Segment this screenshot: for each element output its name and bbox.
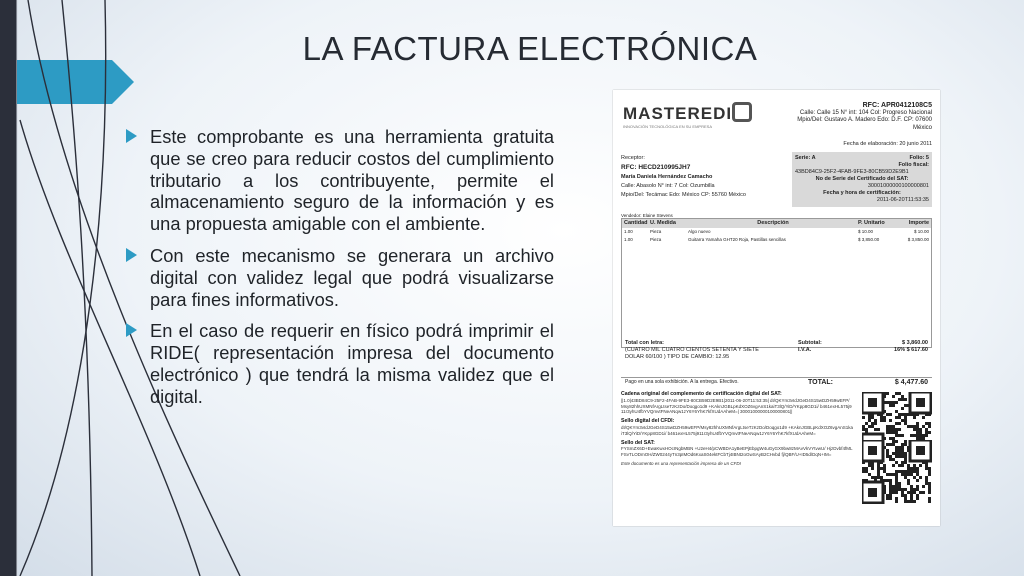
seal-text: FYSmZX6D+EwaKwxHOcINgbMBN +U2eH4/pCWBDA1yBeEPjEbpgW4uGyGX9bw8zMAvVkVYtvwU/ HjzDvbf4fMLFSvTLODmOH/ZW0244yTn3pIMOd6KxaS04ektFCbTj4IBNt2oGwSAyB2CHvbd fj/QBF/U+ID5d/DqN+IM= — [621, 446, 853, 458]
seal-text: ||1.0|43BD84C9-25F2-4FAB-9FE3-80CB59D2E9B1|2011-06-20T11:53:35| dI/QKYm3vIdJGeD4S15wDZH59wEFP/Msy82hhUXMNfArgLtseTzKzDo/Doqgo1d9 +KAknJGBLpKdXOZ6vgAnS1kaiT3lQ/YiD/YKpp8GD1i/ b461exHL575j911r3yhU4fbYVQmvtFNeANqw1zY6Y6YhK7kfXUdAAheM=| 30001000000100000801|| — [621, 397, 852, 415]
receptor-block — [621, 154, 791, 200]
total-letter: DOLAR 60/100 ) TIPO DE CAMBIO: 12.95 — [625, 354, 730, 360]
issuer-address: Mpio/Del: Gustavo A. Madero Edo: D.F. CP: 07600 — [797, 117, 932, 123]
col-header: Descripción — [757, 220, 789, 226]
cell: 1.00 — [624, 229, 633, 234]
cell: $ 3,850.00 — [907, 237, 929, 242]
bullet-item: Este comprobante es una herramienta gratuita que se creo para reducir costos del cumplimiento tributario a los contribuyente, permite el almacenamiento seguro de la información y es una propuesta amigable con el ambiente. — [150, 126, 554, 235]
total-value: $ 4,477.60 — [894, 379, 928, 386]
issuer-rfc: RFC: APR0412108C5 — [862, 102, 932, 109]
qr-code-icon — [862, 440, 932, 504]
seal-label: Cadena original del complemento de certificación digital del SAT: — [621, 391, 782, 397]
cell: $ 3,850.00 — [858, 237, 880, 242]
subtotal: $ 3,860.00 — [902, 340, 928, 346]
digital-seals — [621, 391, 853, 470]
subtotal-label: Subtotal: — [798, 340, 822, 346]
serie: Serie: A — [795, 155, 816, 161]
cert-date: 2011-06-20T11:53:35 — [876, 197, 929, 203]
col-header: P. Unitario — [858, 220, 885, 226]
folio-fiscal-label: Folio fiscal: — [898, 162, 929, 168]
cell: $ 10.00 — [858, 229, 874, 234]
divider — [621, 377, 932, 378]
seal-label: Sello digital del CFDI: — [621, 418, 675, 425]
col-header: U. Medida — [650, 220, 676, 226]
slide-title: LA FACTURA ELECTRÓNICA — [302, 30, 758, 67]
receptor-label: Receptor: — [621, 155, 645, 161]
grand-total — [808, 379, 928, 386]
cert-label: No de Serie del Certificado del SAT: — [815, 176, 909, 182]
total-letter: (CUATRO MIL CUATRO CIENTOS SETENTA Y SIETE — [625, 347, 759, 353]
receptor-name: María Daniela Hernández Camacho — [621, 174, 713, 180]
cell: Pieza — [650, 237, 662, 242]
bullet-item: En el caso de requerir en físico podrá imprimir el RIDE( representación impresa del documento electrónico ) que tendrá la misma validez que el digital. — [150, 320, 554, 407]
payment-terms: Pago en una sola exhibición. A la entrega. Efectivo. — [625, 379, 739, 385]
col-header: Importe — [908, 220, 929, 226]
total-label: TOTAL: — [808, 379, 834, 386]
bullet-list — [150, 126, 554, 418]
cell: $ 10.00 — [913, 229, 929, 234]
invoice-image — [613, 90, 940, 526]
vendor: Vendedor: Elaine Stevens — [621, 213, 673, 218]
brand-logo-icon — [732, 102, 752, 122]
invoice-footer: Este documento es una representación impresa de un CFDI — [621, 460, 741, 466]
bullet-item: Con este mecanismo se generara un archivo digital con validez legal que podrá visualizarse para fines informativos. — [150, 244, 554, 310]
cert-number: 30001000000100000801 — [867, 183, 929, 189]
iva: 16% $ 617.60 — [894, 347, 928, 353]
table-row — [622, 228, 931, 236]
folio-fiscal: 43BD84C9-25F2-4FAB-9FE3-80CB59D2E9B1 — [795, 169, 909, 175]
invoice-date: Fecha de elaboración: 20 junio 2011 — [843, 141, 932, 147]
seal-label: Sello del SAT: — [621, 439, 655, 446]
cell: Pieza — [650, 229, 662, 234]
cert-date-label: Fecha y hora de certificación: — [823, 190, 901, 196]
receptor-address: Calle: Abasolo N° int: 7 Col: Ozumbilla — [621, 183, 715, 189]
issuer-address: México — [912, 124, 932, 131]
iva-label: I.V.A. — [798, 347, 812, 353]
cell: Guitarra Yamaha GHT20 Roja, Pastillas sencillas — [688, 237, 786, 242]
issuer-header — [782, 102, 932, 132]
folio: Folio: 5 — [909, 155, 929, 161]
table-header — [622, 219, 931, 228]
table-row — [622, 236, 931, 244]
col-header: Cantidad — [624, 220, 648, 226]
receptor-rfc: RFC: HECD210995JH7 — [621, 164, 691, 171]
total-letter-label: Total con letra: — [625, 340, 665, 346]
invoice-slogan: INNOVACIÓN TECNOLÓGICA EN SU EMPRESA — [623, 124, 712, 129]
cell: 1.00 — [624, 237, 633, 242]
fiscal-box — [792, 152, 932, 207]
cell: Algo nuevo — [688, 229, 711, 234]
issuer-address: Calle: Calle 15 N° int: 104 Col: Progreso Nacional — [799, 109, 932, 116]
seal-text: dI/QKYm3vIdJGeD4S15wDZH59wEFP/Msy82hhUXMNfArgLtseTzKzDo/Doqgo1d9 +KAknJGBLpKdXOZ6vgAnS1kaiT3lQ/YiD/YKpp8GD1i/ b461exHL575j911r3yhU4fbYVQmvtFNeANqw1zY6Y6YhK7kfXUdAAheM= — [621, 424, 853, 436]
items-table — [621, 218, 932, 348]
receptor-address: Mpio/Del: Tecámac Edo: México CP: 55760 México — [621, 192, 746, 198]
invoice-brand: MASTEREDI — [623, 104, 733, 123]
